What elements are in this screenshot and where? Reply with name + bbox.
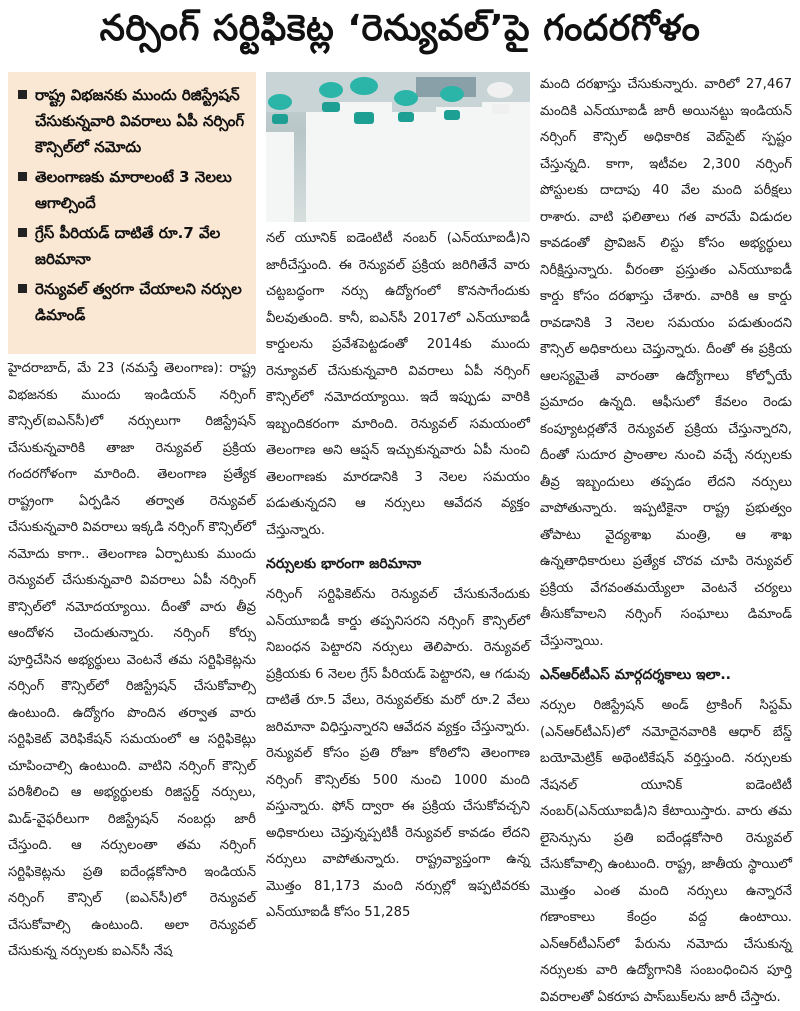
bullet-square-icon (18, 90, 27, 99)
article-column-2 (266, 226, 530, 927)
subheading: నర్సులకు భారంగా జరిమానా (266, 556, 422, 572)
highlight-item (18, 220, 248, 272)
paragraph: మంది దరఖాస్తు చేసుకున్నారు. వారిలో 27,467 మందికి ఎన్‌యూఐడీ జారీ అయినట్టు ఇండియన్ నర్సింగ్ కౌన్సిల్ అధికారిక వెబ్‌సైట్ స్పష్టం చేస్తున్నది. కాగా, ఇటీవల 2,300 నర్సింగ్ పోస్టులకు దాదాపు 40 వేల మంది పరీక్షలు రాశారు. వాటి ఫలితాలు గత వారమే విడుదల కావడంతో ప్రొవిజన్ లిస్టు కోసం అభ్యర్థులు నిరీక్షిస్తున్నారు. వీరంతా ప్రస్తుతం ఎన్‌యూఐడీ కార్డు కోసం దరఖాస్తు చేశారు. వారికి ఆ కార్డు రావడానికి 3 నెలల సమయం పడుతుందని కౌన్సిల్ అధికారులు చెప్తున్నారు. దీంతో ఈ ప్రక్రియ ఆలస్యమైతే వారంతా ఉద్యోగాలు కోల్పోయే ప్రమాదం ఉన్నది. ఆఫీసులో కేవలం రెండు కంప్యూటర్లతోనే రెన్యువల్ ప్రక్రియ చేస్తున్నారని, దీంతో సుదూర ప్రాంతాల నుంచి వచ్చే నర్సులకు తీవ్ర ఇబ్బందులు తప్పడం లేదని నర్సులు వాపోతున్నారు. ఇప్పటికైనా రాష్ట్ర ప్రభుత్వం తోపాటు వైద్యశాఖ మంత్రి, ఆ శాఖ ఉన్నతాధికారులు ప్రత్యేక చొరవ చూపి రెన్యువల్ ప్రక్రియ వేగవంతమయ్యేలా వెంటనే చర్యలు తీసుకోవాలని నర్సింగ్ సంఘాలు డిమాండ్ చేస్తున్నాయి. (540, 77, 792, 649)
paragraph: నల్ యూనిక్ ఐడెంటిటీ నంబర్ (ఎన్‌యూఐడీ)ని జారీచేస్తుంది. ఈ రెన్యువల్ ప్రక్రియ జరిగితేనే వారు చట్టబద్ధంగా నర్సు ఉద్యోగంలో కొనసాగేందుకు వీలవుతుంది. కానీ, ఐఎన్‌సీ 2017లో ఎన్‌యూఐడీ కార్డులను ప్రవేశపెట్టడంతో 2014కు ముందు రెన్యూవల్ చేసుకున్నవారి వివరాలు ఏపీ నర్సింగ్ కౌన్సిల్‌లో నమోదయ్యాయి. ఇదే ఇప్పుడు వారికి ఇబ్బందికరంగా మారింది. రెన్యువల్ సమయంలో తెలంగాణ అని ఆప్షన్ ఇచ్చుకున్నవారు ఏపీ నుంచి తెలంగాణకు మారడానికి 3 నెలల సమయం పడుతున్నదని ఆ నర్సులు ఆవేదన వ్యక్తం చేస్తున్నారు. (266, 231, 530, 538)
highlight-item (18, 276, 248, 328)
nurses-illustration (266, 72, 530, 222)
article-column-1 (8, 356, 256, 966)
bullet-square-icon (18, 228, 27, 237)
bullet-square-icon (18, 284, 27, 293)
paragraph: నర్సింగ్ సర్టిఫికెట్‌ను రెన్యువల్ చేసుకునేందుకు ఎన్‌యూఐడీ కార్డు తప్పనిసరని నర్సింగ్ కౌన్సిల్‌లో నిబంధన పెట్టారని నర్సులు తెలిపారు. రెన్యువల్ ప్రక్రియకు 6 నెలల గ్రేస్ పీరియడ్ పెట్టారని, ఆ గడువు దాటితే రూ.5 వేలు, రెన్యువల్‌కు మరో రూ.2 వేలు జరిమానా విధిస్తున్నారని ఆవేదన వ్యక్తం చేస్తున్నారు. రెన్యువల్ కోసం ప్రతి రోజూ కోఠిలోని తెలంగాణ నర్సింగ్ కౌన్సిల్‌కు 500 నుంచి 1000 మంది వస్తున్నారు. ఫోన్ ద్వారా ఈ ప్రక్రియ చేసుకోవచ్చని అధికారులు చెప్తున్నప్పటికీ రెన్యువల్ కావడం లేదని నర్సులు వాపోతున్నారు. రాష్ట్రవ్యాప్తంగా ఉన్న మొత్తం 81,173 మంది నర్సుల్లో ఇప్పటివరకు ఎన్‌యూఐడీ కోసం 51,285 (266, 587, 530, 920)
highlight-item (18, 164, 248, 216)
highlight-text: రాష్ట్ర విభజనకు ముందు రిజిస్ట్రేషన్ చేసుకున్నవారి వివరాలు ఏపీ నర్సింగ్ కౌన్సిల్‌లో నమోదు (35, 86, 245, 156)
paragraph: హైదరాబాద్, మే 23 (నమస్తే తెలంగాణ): రాష్ట్ర విభజనకు ముందు ఇండియన్ నర్సింగ్ కౌన్సిల్(ఐఎన్‌సీ)లో నర్సులుగా రిజిస్ట్రేషన్ చేసుకున్నవారికి తాజా రెన్యువల్ ప్రక్రియ గందరగోళంగా మారింది. తెలంగాణ ప్రత్యేక రాష్ట్రంగా ఏర్పడిన తర్వాత రెన్యువల్ చేసుకున్నవారి వివరాలు ఇక్కడి నర్సింగ్ కౌన్సిల్‌లో నమోదు కాగా.. తెలంగాణ ఏర్పాటుకు ముందు రెన్యువల్ చేసుకున్నవారి వివరాలు ఏపీ నర్సింగ్ కౌన్సిల్‌లో నమోదయ్యాయి. దీంతో వారు తీవ్ర ఆందోళన చెందుతున్నారు. నర్సింగ్ కోర్సు పూర్తిచేసిన అభ్యర్థులు వెంటనే తమ సర్టిఫికెట్లను నర్సింగ్ కౌన్సిల్‌లో రిజిస్ట్రేషన్ చేసుకోవాల్సి ఉంటుంది. ఉద్యోగం పొందిన తర్వాత వారు సర్టిఫికెట్ వెరిఫికేషన్ సమయంలో ఆ సర్టిఫికెట్లు చూపించాల్సి ఉంటుంది. వాటిని నర్సింగ్ కౌన్సిల్ పరిశీలించి ఆ అభ్యర్థులకు రిజిస్టర్డ్ నర్సులు, మిడ్-వైఫరీలుగా రిజిస్ట్రేషన్ నంబర్లు జారీ చేస్తుంది. ఆ నర్సులంతా తమ నర్సింగ్ సర్టిఫికెట్లను ప్రతి ఐదేండ్లకోసారి ఇండియన్ నర్సింగ్ కౌన్సిల్ (ఐఎన్‌సీ)లో రెన్యువల్ చేసుకోవాల్సి ఉంటుంది. అలా రెన్యువల్ చేసుకున్న నర్సులకు ఐఎన్‌సీ నేష (8, 361, 256, 959)
article-column-3 (540, 72, 792, 1011)
paragraph: నర్సుల రిజిస్ట్రేషన్ అండ్ ట్రాకింగ్ సిస్టమ్ (ఎన్ఆర్‌టీఎస్)లో నమోదైనవారికి ఆధార్ బేస్డ్ బయోమెట్రిక్ అథెంటికేషన్ వర్తిస్తుంది. నర్సులకు నేషనల్ యూనిక్ ఐడెంటిటీ నంబర్(ఎన్‌యూఐడీ)ని కేటాయిస్తారు. వారు తమ లైసెన్సును ప్రతి ఐదేండ్లకోసారి రెన్యువల్ చేసుకోవాల్సి ఉంటుంది. రాష్ట్ర, జాతీయ స్థాయిలో మొత్తం ఎంత మంది నర్సులు ఉన్నారనే గణాంకాలు కేంద్రం వద్ద ఉంటాయి. ఎన్ఆర్‌టీఎస్‌లో పేరును నమోదు చేసుకున్న నర్సులకు వారి ఉద్యోగానికి సంబంధించిన పూర్తి వివరాలతో ఏకరూప పాస్‌బుక్‌లను జారీ చేస్తారు. (540, 698, 792, 1005)
subheading: ఎన్ఆర్‌టీఎస్ మార్గదర్శకాలు ఇలా.. (540, 667, 731, 683)
highlight-text: రెన్యువల్ త్వరగా చేయాలని నర్సుల డిమాండ్ (35, 280, 242, 324)
highlight-text: తెలంగాణకు మారాలంటే 3 నెలలు ఆగాల్సిందే (35, 168, 232, 212)
highlight-text: గ్రేస్ పీరియడ్ దాటితే రూ.7 వేల జరిమానా (35, 224, 221, 268)
highlight-item (18, 82, 248, 160)
highlights-list (8, 72, 256, 328)
nurses-photo (266, 72, 530, 222)
highlights-box (8, 72, 256, 354)
bullet-square-icon (18, 172, 27, 181)
headline: నర్సింగ్ సర్టిఫికెట్ల ‘రెన్యువల్’పై గందరగోళం (99, 8, 701, 49)
